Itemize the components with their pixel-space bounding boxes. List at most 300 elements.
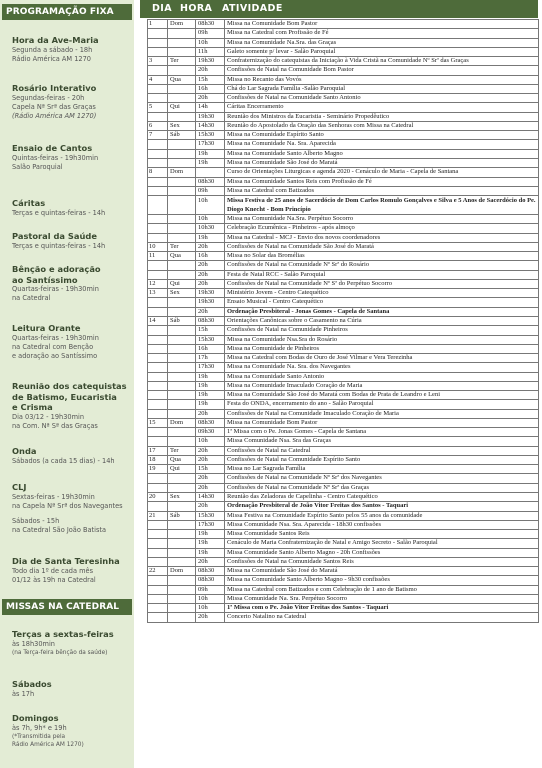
day-number-cell: 22 [148,567,168,576]
bencao-section [12,264,132,303]
table-row [148,149,539,158]
table-row [148,131,539,140]
day-number-cell [148,177,168,186]
activity-cell: Missa na Comunidade Santo Antonio [225,372,539,381]
weekday-cell [168,372,196,381]
time-cell: 15h [196,75,225,84]
activity-cell: Missa Comunidade Santo Alberto Magno - 20h Confissões [225,548,539,557]
time-cell: 14h30 [196,493,225,502]
section-title: Terças a sextas-feiras [12,629,114,639]
weekday-cell [168,400,196,409]
section-line: Todo dia 1º de cada mês [12,566,94,575]
table-row [148,215,539,224]
day-number-cell: 17 [148,446,168,455]
weekday-cell [168,576,196,585]
table-header [140,0,538,18]
day-number-cell: 10 [148,242,168,251]
weekday-cell [168,335,196,344]
weekday-cell [168,112,196,121]
time-cell: 20h [196,409,225,418]
time-cell: 17h30 [196,520,225,529]
activity-cell: Missa na Comunidade Imaculado Coração de Maria [225,381,539,390]
time-cell: 19h [196,381,225,390]
day-number-cell [148,298,168,307]
activity-cell: Ordenação Presbiteral de João Vitor Freitas dos Santos - Taquari [225,502,539,511]
time-cell: 20h [196,242,225,251]
activity-cell: Festa do ONDA, encerramento do ano - Salão Paroquial [225,400,539,409]
hora-ave-maria-section [12,35,132,64]
time-cell: 20h [196,270,225,279]
time-cell: 11h [196,47,225,56]
activity-cell: Missa na Comunidade Santo Alberto Magno - 9h30 confissões [225,576,539,585]
time-cell: 20h [196,446,225,455]
weekday-cell: Qua [168,252,196,261]
activity-cell: Missa no Solar das Bromélias [225,252,539,261]
day-number-cell: 11 [148,252,168,261]
table-row [148,252,539,261]
section-line: na Catedral com Benção [12,342,94,351]
table-row [148,140,539,149]
activity-cell: Confissões de Natal na Comunidade Bom Pastor [225,66,539,75]
table-row [148,57,539,66]
time-cell: 20h [196,455,225,464]
leitura-orante-section [12,323,132,361]
activity-cell: Missa na Comunidade São José do Maratá [225,158,539,167]
section-line: na Com. Nª Sª das Graças [12,421,98,430]
activity-cell: Missa na Comunidade Nsa.Sra do Rosário [225,335,539,344]
section-title: Cáritas [12,198,46,208]
weekday-cell [168,47,196,56]
table-row [148,613,539,622]
activity-cell: Missa Festiva de 25 anos de Sacerdócio de Dom Carlos Romulo Gonçalves e Silva e 5 Anos de Sacerdócio do Pe. Diogo Knecht - Bom Princípio [225,196,539,215]
day-number-cell: 21 [148,511,168,520]
section-line: (na Terça-feira bênção da saúde) [12,649,108,656]
time-cell: 15h [196,465,225,474]
table-row [148,372,539,381]
caritas-section [12,198,132,218]
time-cell: 20h [196,613,225,622]
section-title: Ensaio de Cantos [12,143,93,153]
weekday-cell: Qui [168,465,196,474]
time-cell: 19h [196,233,225,242]
day-number-cell [148,47,168,56]
time-cell: 19h [196,530,225,539]
weekday-cell: Qua [168,75,196,84]
section-title: Reunião dos catequistas [12,381,127,391]
table-row [148,298,539,307]
weekday-cell: Sex [168,121,196,130]
time-cell: 15h30 [196,511,225,520]
table-row [148,381,539,390]
weekday-cell [168,585,196,594]
table-row [148,344,539,353]
time-cell: 16h [196,84,225,93]
day-number-cell [148,576,168,585]
table-row [148,66,539,75]
activity-cell: Reunião dos Ministros da Eucaristia - Seminário Propedêutico [225,112,539,121]
table-row [148,196,539,215]
weekday-cell [168,29,196,38]
day-number-cell: 13 [148,289,168,298]
time-cell: 16h [196,252,225,261]
table-row [148,539,539,548]
weekday-cell: Dom [168,567,196,576]
section-line: (*Transmitida pela [12,733,66,740]
time-cell: 10h [196,604,225,613]
time-cell: 20h [196,474,225,483]
time-cell: 10h [196,437,225,446]
day-number-cell: 6 [148,121,168,130]
reuniao-catequistas-section [12,381,132,431]
activity-cell: Ministério Jovem - Centro Catequético [225,289,539,298]
day-number-cell: 5 [148,103,168,112]
clj-section [12,482,132,535]
weekday-cell: Sex [168,289,196,298]
activity-cell: Missa na Comunidade Santo Alberto Magno [225,149,539,158]
weekday-cell [168,483,196,492]
activity-cell: Missa Comunidade Na. Sra. Perpétuo Socorro [225,594,539,603]
table-row [148,261,539,270]
activity-cell: Confissões de Natal na Comunidade Santos Reis [225,557,539,566]
time-cell: 10h [196,196,225,215]
weekday-cell: Dom [168,418,196,427]
section-line: às 7h, 9h* e 19h [12,723,67,732]
weekday-cell: Ter [168,57,196,66]
section-title: Dia de Santa Teresinha [12,556,120,566]
activity-cell: Missa no Recanto das Vovós [225,75,539,84]
section-line: às 17h [12,689,35,698]
activity-cell: Missa na Comunidade Bom Pastor [225,418,539,427]
activity-cell: Ensaio Musical - Centro Catequético [225,298,539,307]
day-number-cell [148,409,168,418]
activity-cell: Missa na Comunidade de Pinheiros [225,344,539,353]
table-row [148,158,539,167]
section-line: Dia 03/12 - 19h30min [12,412,85,421]
weekday-cell: Qui [168,279,196,288]
table-row [148,483,539,492]
time-cell: 08h30 [196,576,225,585]
time-cell [196,168,225,177]
weekday-cell [168,520,196,529]
day-number-cell [148,215,168,224]
section-line: Segundas-feiras - 20h [12,93,85,102]
table-row [148,326,539,335]
weekday-cell [168,224,196,233]
weekday-cell [168,344,196,353]
time-cell: 10h [196,594,225,603]
schedule-panel [140,0,538,768]
table-row [148,270,539,279]
weekday-cell [168,158,196,167]
weekday-cell [168,530,196,539]
weekday-cell: Sáb [168,511,196,520]
activity-cell: Confissões de Natal na Comunidade São José do Maratá [225,242,539,251]
table-row [148,548,539,557]
weekday-cell [168,215,196,224]
activity-cell: Curso de Orientações Liturgicas e agenda 2020 - Cenáculo de Maria - Capela de Santana [225,168,539,177]
time-cell: 19h30 [196,57,225,66]
section-title: Leitura Orante [12,323,81,333]
time-cell: 10h30 [196,224,225,233]
table-row [148,567,539,576]
time-cell: 20h [196,261,225,270]
activity-cell: Missa na Comunidade São José do Maratá com Bodas de Prata de Leandro e Leni [225,391,539,400]
table-row [148,94,539,103]
time-cell: 08h30 [196,20,225,29]
day-number-cell [148,38,168,47]
day-number-cell: 4 [148,75,168,84]
day-number-cell [148,354,168,363]
table-row [148,307,539,316]
day-number-cell: 15 [148,418,168,427]
activity-cell: Missa na Catedral - MCJ - Envio dos novos coordenadores [225,233,539,242]
time-cell: 08h30 [196,418,225,427]
activity-cell: Missa na Comunidade São José do Maratá [225,567,539,576]
weekday-cell [168,474,196,483]
day-number-cell [148,530,168,539]
time-cell: 08h30 [196,316,225,325]
table-row [148,38,539,47]
section-line: Rádio América AM 1270) [12,741,84,748]
table-row [148,335,539,344]
schedule-body [148,20,539,623]
activity-cell: Ordenação Presbiteral - Jonas Gomes - Capela de Santana [225,307,539,316]
activity-cell: Missa na Catedral com Bodas de Ouro de José Vilmar e Vera Terezinha [225,354,539,363]
weekday-cell [168,94,196,103]
weekday-cell [168,177,196,186]
table-row [148,511,539,520]
section-line: Salão Paroquial [12,162,63,171]
table-row [148,233,539,242]
section-line: Terças e quintas-feiras - 14h [12,241,106,250]
time-cell: 17h [196,354,225,363]
section-line: Quartas-feiras - 19h30min [12,285,99,293]
day-number-cell: 3 [148,57,168,66]
section-title: de Batismo, Eucaristia [12,391,117,402]
day-number-cell: 14 [148,316,168,325]
onda-section [12,446,132,466]
time-cell: 17h30 [196,363,225,372]
day-number-cell [148,372,168,381]
time-cell: 19h [196,400,225,409]
weekday-cell [168,594,196,603]
table-row [148,585,539,594]
time-cell: 19h30 [196,289,225,298]
time-cell: 19h30 [196,298,225,307]
table-row [148,530,539,539]
time-cell: 09h [196,186,225,195]
activity-cell: Cenáculo de Maria Confraternização de Natal e Amigo Secreto - Salão Paroquial [225,539,539,548]
day-number-cell [148,613,168,622]
activity-cell: Confissões de Natal na Comunidade Imaculado Coração de Maria [225,409,539,418]
day-number-cell [148,186,168,195]
activity-cell: Confissões de Natal na Comunidade Nº Srª das Graças [225,483,539,492]
day-number-cell: 20 [148,493,168,502]
day-number-cell [148,224,168,233]
day-number-cell: 12 [148,279,168,288]
time-cell: 10h [196,38,225,47]
day-number-cell: 18 [148,455,168,464]
schedule-table [147,19,539,623]
section-line: na Capela Nª Srª dos Navegantes [12,501,123,510]
day-number-cell [148,94,168,103]
table-row [148,242,539,251]
section-line: Quartas-feiras - 19h30min [12,333,99,342]
activity-cell: Reunião das Zeladoras de Capelinha - Centro Catequético [225,493,539,502]
day-number-cell: 7 [148,131,168,140]
section-line: e adoração ao Santíssimo [12,351,98,360]
activity-cell: Confissões de Natal na Comunidade Pinheiros [225,326,539,335]
day-number-cell: 1 [148,20,168,29]
weekday-cell [168,186,196,195]
day-number-cell [148,326,168,335]
section-line: Segunda a sábado - 18h [12,45,93,54]
activity-cell: Celebração Ecumênica - Pinheiros - após almoço [225,224,539,233]
section-line: Quintas-feiras - 19h30min [12,153,99,162]
day-number-cell [148,557,168,566]
tercas-sextas-section [12,629,132,657]
weekday-cell: Sáb [168,131,196,140]
time-cell: 19h [196,149,225,158]
activity-cell: Confraternização do catequistas da Iniciação à Vida Cristã na Comunidade Nº Srª das Graças [225,57,539,66]
time-cell: 08h30 [196,177,225,186]
activity-cell: Orientações Canônicas sobre o Casamento na Cúria [225,316,539,325]
sidebar [0,0,134,768]
activity-cell: Confissões de Natal na Comunidade Nº Srª dos Navegantes [225,474,539,483]
weekday-cell: Ter [168,446,196,455]
weekday-cell [168,66,196,75]
table-row [148,75,539,84]
section-title: CLJ [12,482,27,492]
table-row [148,354,539,363]
section-title: ao Santíssimo [12,274,78,285]
day-number-cell [148,520,168,529]
missas-catedral-banner: MISSAS NA CATEDRAL [2,599,132,615]
section-line: Sextas-feiras - 19h30min [12,492,95,501]
time-cell: 20h [196,502,225,511]
activity-cell: Missa na Comunidade Na. Sra. dos Navegantes [225,363,539,372]
day-number-cell [148,84,168,93]
day-number-cell [148,335,168,344]
weekday-cell: Dom [168,20,196,29]
time-cell: 19h [196,158,225,167]
day-number-cell [148,502,168,511]
day-number-cell [148,66,168,75]
table-row [148,289,539,298]
activity-cell: Missa na Catedral com Batizados [225,186,539,195]
weekday-cell [168,38,196,47]
ensaio-cantos-section [12,143,132,172]
day-number-cell: 19 [148,465,168,474]
section-line: na Catedral [12,294,51,303]
table-row [148,47,539,56]
time-cell: 20h [196,279,225,288]
table-row [148,168,539,177]
time-cell: 19h [196,372,225,381]
weekday-cell [168,196,196,215]
section-title: e Crisma [12,402,53,412]
table-row [148,103,539,112]
weekday-cell: Qui [168,103,196,112]
weekday-cell [168,261,196,270]
day-number-cell [148,604,168,613]
day-number-cell [148,474,168,483]
activity-cell: Confissões de Natal na Comunidade Nº Sª do Perpétuo Socorro [225,279,539,288]
activity-cell: Missa na Catedral com Profissão de Fé [225,29,539,38]
time-cell: 20h [196,66,225,75]
day-number-cell [148,140,168,149]
table-row [148,557,539,566]
table-row [148,455,539,464]
section-title: Bênção e adoração [12,264,101,274]
time-cell: 15h30 [196,335,225,344]
day-number-cell [148,381,168,390]
table-row [148,437,539,446]
time-cell: 16h [196,344,225,353]
table-row [148,418,539,427]
weekday-cell [168,326,196,335]
weekday-cell [168,381,196,390]
weekday-cell [168,354,196,363]
day-number-cell [148,391,168,400]
weekday-cell [168,502,196,511]
weekday-cell [168,539,196,548]
activity-cell: 1ª Missa com o Pe. João Vitor Freitas dos Santos - Taquari [225,604,539,613]
activity-cell: Chá do Lar Sagrada Família -Salão Paroquial [225,84,539,93]
time-cell: 20h [196,483,225,492]
weekday-cell [168,604,196,613]
table-row [148,428,539,437]
section-title: Hora da Ave-Maria [12,35,99,45]
section-title: Rosário Interativo [12,83,97,93]
section-line: às 18h30min [12,639,55,648]
time-cell: 09h [196,29,225,38]
weekday-cell [168,233,196,242]
weekday-cell [168,428,196,437]
day-number-cell [148,149,168,158]
table-row [148,112,539,121]
day-number-cell [148,585,168,594]
section-title: Pastoral da Saúde [12,231,97,241]
day-number-cell [148,112,168,121]
day-number-cell [148,233,168,242]
activity-cell: Missa na Comunidade Bom Pastor [225,20,539,29]
day-number-cell [148,483,168,492]
table-row [148,400,539,409]
time-cell: 09h [196,585,225,594]
header-atividade: ATIVIDADE [222,3,283,14]
section-line: Rádio América AM 1270 [12,54,91,63]
activity-cell: Missa Comunidade Nsa. Sra. Aparecida - 18h30 confissões [225,520,539,529]
table-row [148,576,539,585]
time-cell: 19h [196,391,225,400]
weekday-cell: Qua [168,455,196,464]
time-cell: 09h30 [196,428,225,437]
domingos-section [12,713,132,749]
day-number-cell [148,158,168,167]
weekday-cell [168,298,196,307]
time-cell: 20h [196,307,225,316]
day-number-cell [148,428,168,437]
day-number-cell [148,548,168,557]
activity-cell: Missa na Comunidade Santos Reis com Profissão de Fé [225,177,539,186]
time-cell: 08h30 [196,567,225,576]
sabados-section [12,679,132,699]
time-cell: 15h [196,326,225,335]
activity-cell: Missa no Lar Sagrada Família [225,465,539,474]
time-cell: 19h [196,548,225,557]
day-number-cell [148,270,168,279]
